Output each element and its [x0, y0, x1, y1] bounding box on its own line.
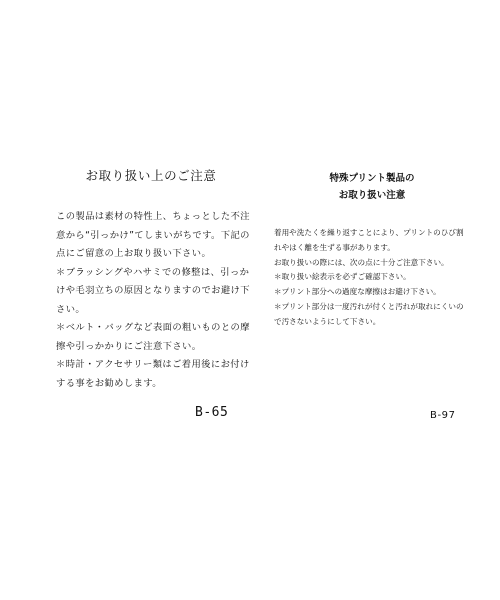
card-left-title: お取り扱い上のご注意 [85, 168, 217, 183]
care-label-card-right [262, 160, 472, 430]
card-left-body [56, 208, 252, 393]
care-label-card-left [45, 160, 255, 430]
card-left-note-2: ＊ベルト・バッグなど表面の粗いものとの摩擦や引っかかりにご注意下さい。 [56, 322, 250, 352]
card-right-title [282, 170, 462, 204]
card-right-line-5: ＊プリント部分は一度汚れが付くと汚れが取れにくいので汚さないようにして下さい。 [274, 301, 464, 326]
card-left-intro: この製品は素材の特性上、ちょっとした不注意から“引っかけ”てしまいがちです。下記の点にご留意の上お取り扱い下さい。 [56, 211, 250, 259]
card-right-line-2: お取り扱いの際には、次の点に十分ご注意下さい。 [274, 257, 449, 267]
card-left-note-1: ＊ブラッシングやハサミでの修整は、引っかけや毛羽立ちの原因となりますのでお避け下さい。 [56, 266, 250, 315]
card-right-line-3: ＊取り扱い絵表示を必ずご確認下さい。 [274, 272, 411, 282]
card-left-note-3: ＊時計・アクセサリー類はご着用後にお付けする事をお勧めします。 [56, 359, 250, 389]
card-right-code: B-97 [430, 410, 456, 421]
card-right-title-line-2: お取り扱い注意 [338, 190, 406, 201]
card-right-title-line-1: 特殊プリント製品の [329, 173, 415, 184]
card-right-line-1: 着用や洗たくを繰り返すことにより、プリントのひび割れやはく離を生ずる事があります。 [274, 228, 464, 252]
card-right-line-4: ＊プリント部分への過度な摩擦はお避け下さい。 [274, 287, 441, 297]
card-left-code: B-65 [195, 405, 229, 420]
card-right-body [274, 226, 470, 330]
